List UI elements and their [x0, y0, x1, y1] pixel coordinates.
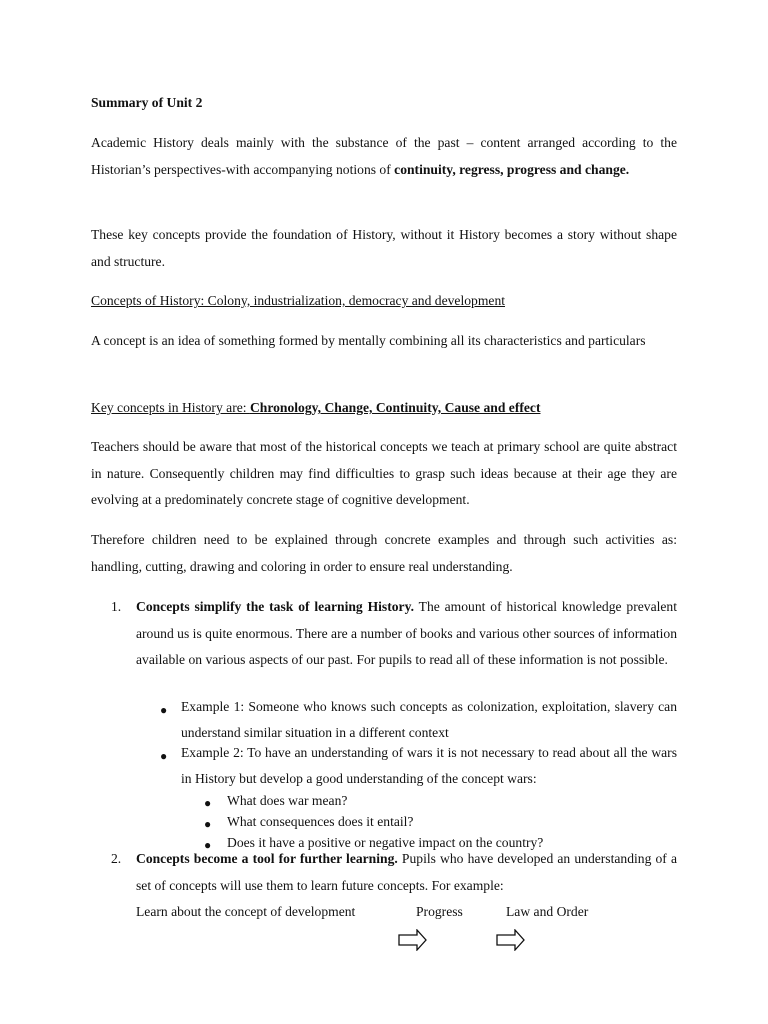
sub-bullet-2: What consequences does it entail?	[227, 814, 414, 829]
bullet-icon: ●	[160, 749, 168, 763]
bullet-icon: ●	[204, 838, 212, 852]
key-concepts-list: Chronology, Change, Continuity, Cause and effect	[249, 400, 541, 415]
heading-concepts-of-history: Concepts of History: Colony, industrialization, democracy and development	[91, 293, 506, 308]
flow-step-progress: Progress	[416, 904, 463, 919]
paragraph-concrete-examples: Therefore children need to be explained through concrete examples and through such activities as: handling, cutting, drawing and coloring in order to ensure real understanding.	[91, 532, 677, 574]
paragraph-key-concepts-foundation: These key concepts provide the foundation of History, without it History becomes a story without shape and structure.	[91, 227, 677, 269]
list-item-1-bold: Concepts simplify the task of learning History.	[136, 599, 415, 614]
list-number-1: 1.	[111, 599, 122, 614]
list-item-1-text: The amount of historical knowledge prevalent around us is quite enormous. There are a number of books and various other sources of information available on various aspects of our past. For pupils to read all of these information is not possible.	[136, 599, 677, 667]
example-2: Example 2: To have an understanding of wars it is not necessary to read about all the wars in History but develop a good understanding of the concept wars:	[181, 745, 677, 786]
flow-start-label: Learn about the concept of development	[136, 904, 356, 919]
list-item-1	[136, 594, 677, 674]
bullet-icon: ●	[204, 817, 212, 831]
sub-bullet-1: What does war mean?	[227, 793, 348, 808]
right-arrow-icon	[496, 929, 526, 951]
paragraph-bold-notions: continuity, regress, progress and change.	[394, 161, 630, 177]
sub-bullet-3: Does it have a positive or negative impact on the country?	[227, 835, 544, 850]
right-arrow-icon	[398, 929, 428, 951]
list-item-2-bold: Concepts become a tool for further learning.	[136, 851, 398, 866]
list-number-2: 2.	[111, 851, 122, 866]
paragraph-concept-definition: A concept is an idea of something formed by mentally combining all its characteristics and particulars	[91, 333, 646, 348]
document-title: Summary of Unit 2	[91, 95, 203, 110]
key-concepts-label: Key concepts in History are:	[91, 400, 250, 415]
flow-step-law-and-order: Law and Order	[506, 904, 589, 919]
paragraph-text: Academic History deals mainly with the substance of the past – content arranged according to the Historian’s perspectives-with accompanying notions of	[91, 135, 677, 177]
bullet-icon: ●	[204, 796, 212, 810]
example-1: Example 1: Someone who knows such concepts as colonization, exploitation, slavery can understand similar situation in a different context	[181, 699, 677, 740]
list-item-2-text: Pupils who have developed an understanding of a set of concepts will use them to learn future concepts. For example:	[136, 851, 677, 893]
bullet-icon: ●	[160, 703, 168, 717]
paragraph-teachers-awareness: Teachers should be aware that most of the historical concepts we teach at primary school are quite abstract in nature. Consequently children may find difficulties to grasp such ideas because at their age they are evolving at a predominately concrete stage of cognitive development.	[91, 439, 677, 507]
list-item-2	[136, 846, 677, 899]
paragraph-academic-history	[91, 130, 677, 183]
heading-key-concepts	[91, 395, 677, 422]
